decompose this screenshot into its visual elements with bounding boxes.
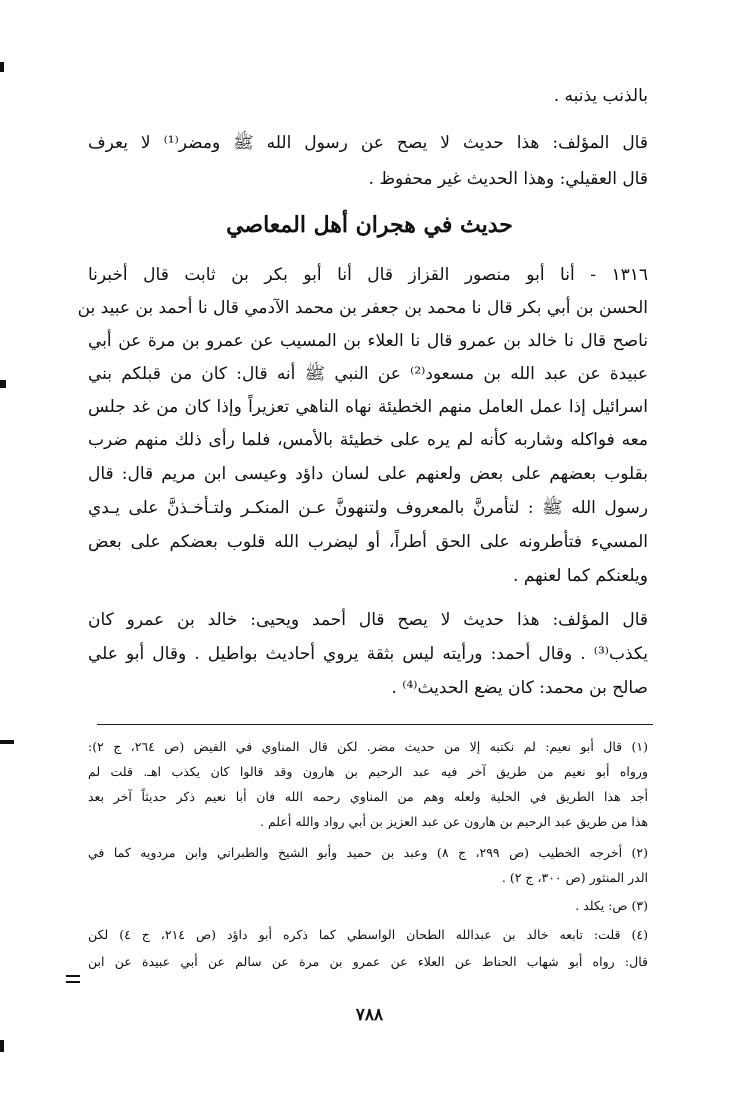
intro-line: قال المؤلف: هذا حديث لا يصح عن رسول الله ﷺ ومضر⁽¹⁾ لا يعرف	[88, 133, 648, 153]
footnote-line: (١) قال أبو نعيم: لم نكتبه إلا من حديث مضر. لكن قال المناوي في الفيض (ص ٢٦٤، ج ٢):	[88, 739, 648, 754]
footnote-line: (٤) قلت: تابعه خالد بن عبدالله الطحان الواسطي كما ذكره أبو داؤد (ص ٢١٤، ج ٤) لكن	[88, 927, 648, 942]
hadith-line: ١٣١٦ - أنا أبو منصور القزاز قال أنا أبو بكر بن ثابت قال أخبرنا	[88, 265, 648, 285]
footnote-line: (٢) أخرجه الخطيب (ص ٢٩٩، ج ٨) وعبد بن حميد وأبو الشيخ والطبراني وابن مردويه كما في	[88, 845, 648, 860]
footnote-line: (٣) ص: يكلد .	[575, 898, 648, 913]
footnote-line: أجد هذا الطريق في الحلية ولعله وهم من المناوي رحمه الله فان أبا نعيم ذكر حديثاً آخر بعد	[88, 789, 648, 804]
scan-edge-mark	[0, 380, 6, 388]
footnote-line: هذا من طريق عبد الرحيم بن هارون عن عبد العزيز بن أبي رواد والله أعلم .	[260, 814, 648, 829]
hadith-line: اسرائيل إذا عمل العامل منهم الخطيئة نهاه الناهي تعزيراً وإذا كان من غد جلس	[88, 397, 648, 417]
intro-line: بالذنب يذنبه .	[553, 86, 648, 106]
footnote-line: قال: رواه أبو شهاب الحناط عن العلاء عن عمرو بن مرة عن سالم عن أبي عبيدة عن ابن	[88, 954, 648, 969]
hadith-line: عبيدة عن عبد الله بن مسعود⁽²⁾ عن النبي ﷺ أنه قال: كان من قبلكم بني	[88, 364, 648, 384]
hadith-line: بقلوب بعضهم على بعض ولعنهم على لسان داؤد وعيسى ابن مريم قال: قال	[88, 464, 648, 484]
author-note-line: قال المؤلف: هذا حديث لا يصح قال أحمد ويحيى: خالد بن عمرو كان	[88, 610, 648, 630]
author-note-line: صالح بن محمد: كان يضع الحديث⁽⁴⁾ .	[391, 678, 648, 698]
hadith-line: المسيء فتأطرونه على الحق أطراً، أو ليضرب الله قلوب بعضكم على بعض	[88, 532, 648, 552]
scan-edge-mark	[0, 1040, 4, 1052]
scan-edge-mark	[66, 981, 80, 983]
hadith-line: رسول الله ﷺ : لتأمرنَّ بالمعروف ولتنهونَّ عـن المنكـر ولتـأخـذنَّ على يـدي	[88, 498, 648, 518]
intro-line: قال العقيلي: وهذا الحديث غير محفوظ .	[368, 169, 648, 189]
scan-edge-mark	[0, 62, 4, 72]
author-note-line: يكذب⁽³⁾ . وقال أحمد: ورأيته ليس بثقة يروي أحاديث بواطيل . وقال أبو علي	[88, 644, 648, 664]
scan-edge-mark	[66, 975, 80, 977]
hadith-line: الحسن بن أبي بكر قال نا محمد بن جعفر بن محمد الآدمي قال نا أحمد بن عبيد بن	[77, 298, 648, 318]
hadith-line: معه فواكله وشاربه كأنه لم يره على خطيئة بالأمس، فلما رأى ذلك منهم ضرب	[88, 430, 648, 450]
footnote-divider	[97, 724, 653, 725]
hadith-line: ويلعنكم كما لعنهم .	[513, 566, 648, 586]
hadith-line: ناصح قال نا خالد بن عمرو قال نا العلاء بن المسيب عن عمرو بن مرة عن أبي	[88, 331, 648, 351]
section-heading: حديث في هجران أهل المعاصي	[226, 212, 513, 238]
footnote-line: الدر المنثور (ص ٣٠٠، ج ٢) .	[501, 870, 648, 885]
page-number: ٧٨٨	[355, 1005, 384, 1025]
footnote-line: ورواه أبو نعيم من طريق آخر فيه عبد الرحيم بن هارون وقد قالوا كان يكذب اهـ. قلت لم	[88, 764, 648, 779]
scan-edge-mark	[0, 740, 14, 744]
